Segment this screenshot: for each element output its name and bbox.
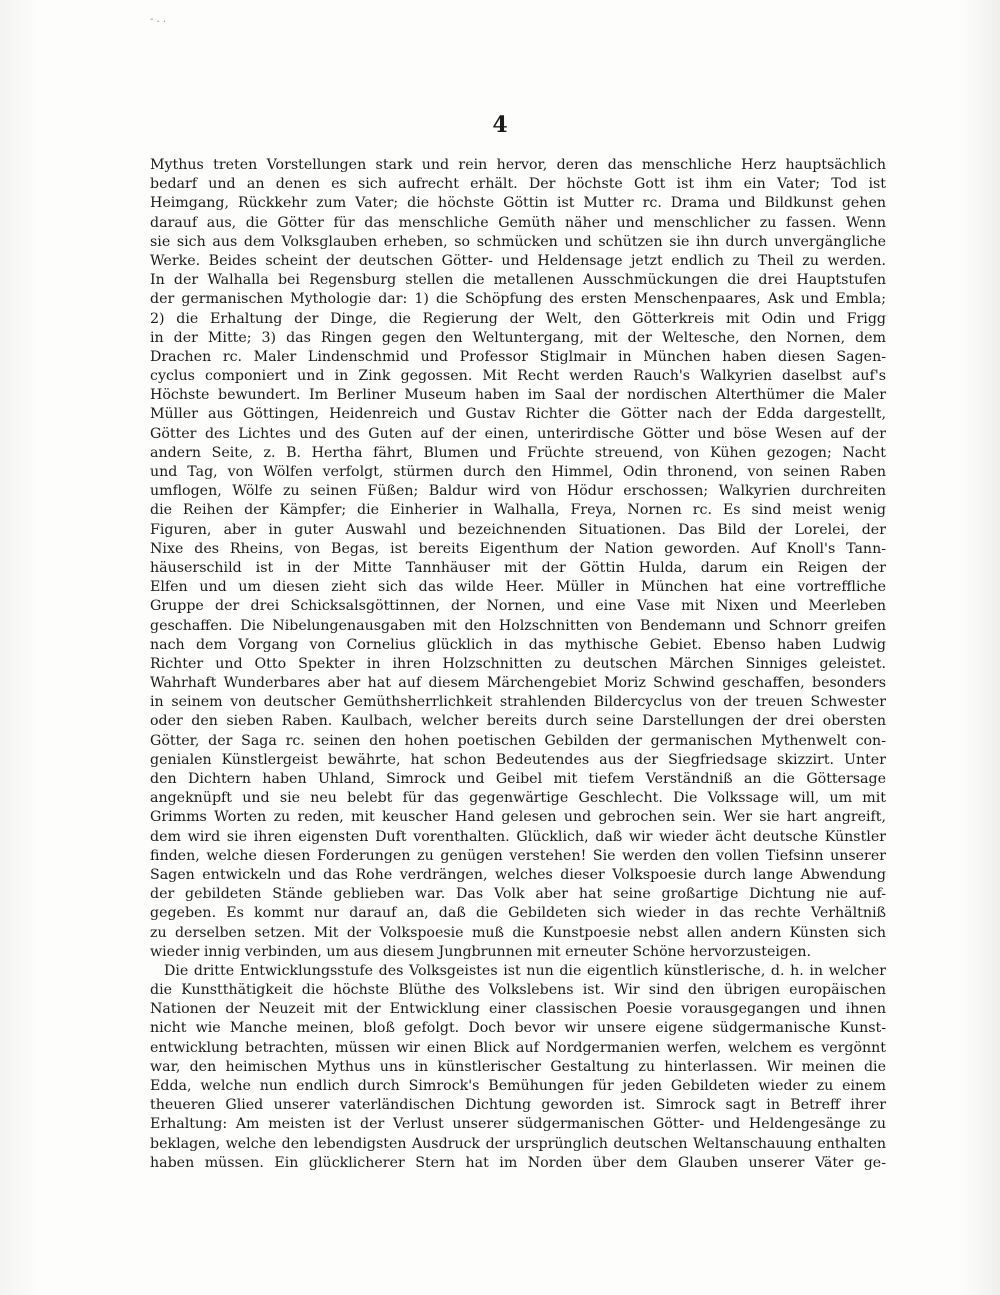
text-line: Nationen der Neuzeit mit der Entwicklung einer classischen Poesie vorausgegangen und ihnen: [150, 1001, 886, 1018]
text-line: bedarf und an denen es sich aufrecht erhält. Der höchste Gott ist ihm ein Vater; Tod ist: [150, 176, 886, 193]
text-line: 2) die Erhaltung der Dinge, die Regierung der Welt, den Götterkreis mit Odin und Frigg: [150, 310, 886, 327]
text-line: nach dem Vorgang von Cornelius glücklich in das mythische Gebiet. Ebenso haben Ludwig: [150, 636, 886, 653]
text-line: Figuren, aber in guter Auswahl und bezeichnenden Situationen. Das Bild der Lorelei, der: [150, 521, 886, 538]
text-line: Die dritte Entwicklungsstufe des Volksgeistes ist nun die eigentlich künstlerische, d. h. in welcher: [164, 962, 886, 979]
text-line: Müller aus Göttingen, Heidenreich und Gustav Richter die Götter nach der Edda dargestellt,: [150, 406, 886, 423]
text-line: nicht wie Manche meinen, bloß gefolgt. Doch bevor wir unsere eigene südgermanische Kunst-: [150, 1020, 886, 1037]
corner-mark: - . .: [150, 14, 167, 25]
text-line: in seinem von deutscher Gemüthsherrlichkeit strahlenden Bildercyclus von der treuen Schwester: [150, 694, 886, 711]
text-line: den Dichtern haben Uhland, Simrock und Geibel mit tiefem Verständniß an die Göttersage: [150, 771, 886, 787]
text-line: und Tag, von Wölfen verfolgt, stürmen durch den Himmel, Odin thronend, von seinen Raben: [150, 464, 886, 480]
page-number: 4: [492, 112, 508, 138]
text-line: Richter und Otto Spekter in ihren Holzschnitten zu deutschen Märchen Sinniges geleistet.: [150, 655, 886, 672]
text-line: Edda, welche nun endlich durch Simrock's Bemühungen für jeden Gebildeten wieder zu einem: [150, 1078, 886, 1094]
text-line: Sagen entwickeln und das Rohe verdrängen, welches dieser Volkspoesie durch lange Abwendung: [150, 866, 886, 883]
text-line: Nixe des Rheins, von Begas, ist bereits Eigenthum der Nation geworden. Auf Knoll's Tann-: [150, 540, 886, 557]
text-line: Götter des Lichtes und des Guten auf der einen, unterirdische Götter und böse Wesen auf der: [150, 425, 886, 442]
text-line: geschaffen. Die Nibelungenausgaben mit den Holzschnitten von Bendemann und Schnorr greifen: [150, 617, 886, 634]
text-line: Wahrhaft Wunderbares aber hat auf diesem Märchengebiet Moriz Schwind geschaffen, besonders: [150, 675, 886, 692]
text-line: Elfen und um diesen zieht sich das wilde Heer. Müller in München hat eine vortreffliche: [150, 579, 886, 596]
text-line: Höchste bewundert. Im Berliner Museum haben im Saal der nordischen Alterthümer die Maler: [150, 387, 886, 404]
text-line: Götter, der Saga rc. seinen den hohen poetischen Gebilden der germanischen Mythenwelt con-: [150, 732, 886, 749]
text-line: finden, welche diesen Forderungen zu genügen verstehen! Sie werden den vollen Tiefsinn unserer: [150, 847, 886, 864]
text-line: Erhaltung: Am meisten ist der Verlust unserer südgermanischen Götter- und Heldengesänge zu: [150, 1116, 886, 1133]
text-line: war, den heimischen Mythus uns in künstlerischer Gestaltung zu hinterlassen. Wir meinen die: [150, 1058, 886, 1075]
text-line: Drachen rc. Maler Lindenschmid und Professor Stiglmair in München haben diesen Sagen-: [150, 348, 886, 365]
text-line: Mythus treten Vorstellungen stark und rein hervor, deren das menschliche Herz hauptsächlich: [150, 157, 886, 173]
text-line: umflogen, Wölfe zu seinen Füßen; Baldur wird von Hödur erschossen; Walkyrien durchreiten: [150, 483, 886, 500]
text-line: haben müssen. Ein glücklicherer Stern hat im Norden über dem Glauben unserer Väter ge-: [150, 1154, 886, 1171]
text-line: der gebildeten Stände geblieben war. Das Volk aber hat seine großartige Dichtung nie auf-: [150, 886, 886, 903]
body-text: [150, 156, 886, 1173]
text-line: In der Walhalla bei Regensburg stellen die metallenen Ausschmückungen die drei Hauptstufen: [150, 272, 886, 289]
text-line: Heimgang, Rückkehr zum Vater; die höchste Göttin ist Mutter rc. Drama und Bildkunst gehen: [150, 195, 886, 212]
text-line: theueren Glied unserer vaterländischen Dichtung geworden ist. Simrock sagt in Betreff ihrer: [150, 1097, 886, 1114]
text-line: zu derselben setzen. Mit der Volkspoesie muß die Kunstpoesie nebst allen andern Künsten sich: [150, 924, 886, 941]
text-line: Gruppe der drei Schicksalsgöttinnen, der Nornen, und eine Vase mit Nixen und Meerleben: [150, 598, 886, 615]
text-line: genialen Künstlergeist bewährte, hat schon Bedeutendes aus der Siegfriedsage skizzirt. Unter: [150, 751, 886, 768]
text-line: Werke. Beides scheint der deutschen Götter- und Heldensage jetzt endlich zu Theil zu werden.: [150, 252, 886, 269]
text-line: wieder innig verbinden, um aus diesem Jungbrunnen mit erneuter Schöne hervorzusteigen.: [150, 943, 812, 960]
text-line: darauf aus, die Götter für das menschliche Gemüth näher und menschlicher zu fassen. Wenn: [150, 214, 886, 231]
text-line: gegeben. Es kommt nur darauf an, daß die Gebildeten sich wieder in das rechte Verhältniß: [150, 905, 886, 922]
text-line: der germanischen Mythologie dar: 1) die Schöpfung des ersten Menschenpaares, Ask und Embla;: [150, 291, 886, 308]
text-line: entwicklung betrachten, müssen wir einen Blick auf Nordgermanien werfen, welchem es vergönnt: [150, 1039, 886, 1056]
text-line: andern Seite, z. B. Hertha fährt, Blumen und Früchte streuend, von Kühen gezogen; Nacht: [150, 444, 886, 461]
text-line: sie sich aus dem Volksglauben erheben, so schmücken und schützen sie ihn durch unvergängliche: [150, 233, 886, 250]
text-line: cyclus componiert und in Zink gegossen. Mit Recht werden Rauch's Walkyrien daselbst auf's: [150, 368, 886, 385]
text-line: die Reihen der Kämpfer; die Einherier in Walhalla, Freya, Nornen rc. Es sind meist wenig: [150, 502, 886, 519]
text-line: in der Mitte; 3) das Ringen gegen den Weltuntergang, mit der Weltesche, den Nornen, dem: [150, 329, 886, 346]
text-line: oder den sieben Raben. Kaulbach, welcher bereits durch seine Darstellungen der drei obersten: [150, 713, 886, 730]
text-line: beklagen, welche den lebendigsten Ausdruck der ursprünglich deutschen Weltanschauung enthalten: [150, 1135, 886, 1152]
text-line: angeknüpft und sie neu belebt für das gegenwärtige Geschlecht. Die Volkssage will, um mit: [150, 790, 886, 807]
text-line: häuserschild ist in der Mitte Tannhäuser mit der Göttin Hulda, darum ein Reigen der: [150, 559, 886, 576]
text-line: dem wird sie ihren eigensten Duft vorenthalten. Glücklich, daß wir wieder ächt deutsche Künstler: [150, 828, 886, 845]
text-line: die Kunstthätigkeit die höchste Blüthe des Volkslebens ist. Wir sind den übrigen europäischen: [150, 982, 886, 999]
text-line: Grimms Worten zu reden, mit keuscher Hand gelesen und gebrochen sein. Wer sie hart angreift,: [150, 809, 886, 826]
